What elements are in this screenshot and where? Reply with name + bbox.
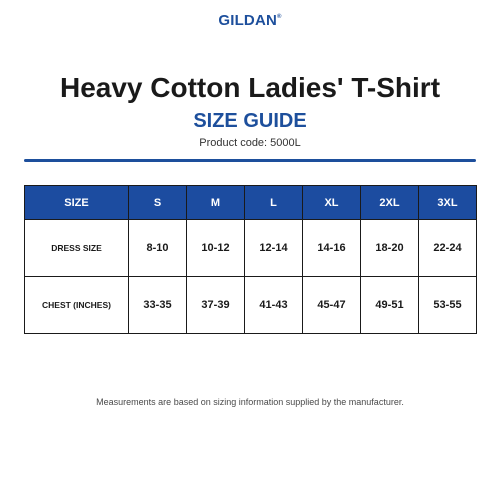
column-header-l: L [245,186,303,220]
table-row-dress-size [25,220,477,277]
table-cell: 45-47 [303,277,361,334]
column-header-3xl: 3XL [419,186,477,220]
column-header-m: M [187,186,245,220]
column-header-2xl: 2XL [361,186,419,220]
table-cell: 37-39 [187,277,245,334]
brand-name: GILDAN [218,12,278,29]
row-label-chest: CHEST (INCHES) [25,277,129,334]
column-header-xl: XL [303,186,361,220]
table-cell: 53-55 [419,277,477,334]
table-cell: 10-12 [187,220,245,277]
row-label-dress-size: DRESS SIZE [25,220,129,277]
measurement-note: Measurements are based on sizing information supplied by the manufacturer. [96,397,404,407]
brand-logo [0,12,500,29]
table-cell: 33-35 [129,277,187,334]
table-row-chest [25,277,477,334]
header-divider [24,159,476,162]
table-cell: 12-14 [245,220,303,277]
table-cell: 18-20 [361,220,419,277]
table-header-row [25,186,477,220]
page-subtitle: SIZE GUIDE [193,110,307,132]
page-title: Heavy Cotton Ladies' T-Shirt [59,72,441,103]
product-code: Product code: 5000L [199,137,301,149]
table-cell: 8-10 [129,220,187,277]
column-header-size: SIZE [25,186,129,220]
column-header-s: S [129,186,187,220]
table-cell: 49-51 [361,277,419,334]
table-cell: 41-43 [245,277,303,334]
table-cell: 22-24 [419,220,477,277]
table-cell: 14-16 [303,220,361,277]
registered-mark: ® [277,14,282,20]
size-table [24,185,477,334]
